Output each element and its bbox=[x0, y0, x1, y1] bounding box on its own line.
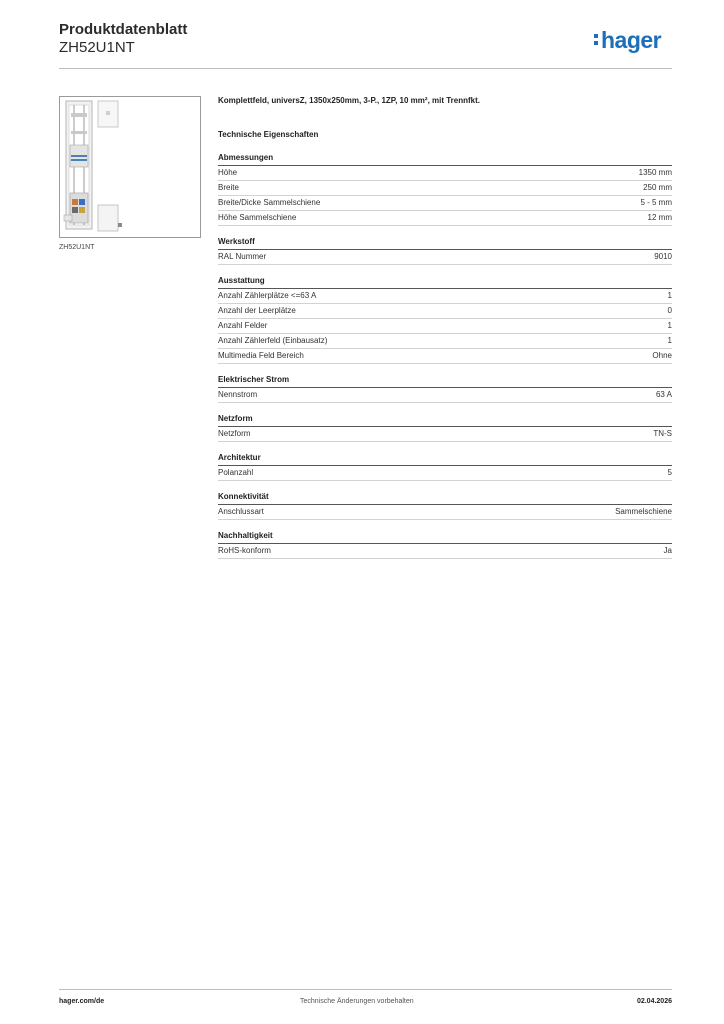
spec-row bbox=[218, 388, 672, 403]
footer-date: 02.04.2026 bbox=[636, 998, 672, 1005]
spec-section bbox=[218, 492, 672, 520]
spec-row bbox=[218, 544, 672, 559]
spec-value: 5 bbox=[667, 468, 672, 477]
spec-row bbox=[218, 181, 672, 196]
spec-value: 0 bbox=[667, 306, 672, 315]
section-title: Nachhaltigkeit bbox=[218, 531, 672, 544]
spec-row bbox=[218, 250, 672, 265]
spec-row bbox=[218, 319, 672, 334]
spec-row bbox=[218, 427, 672, 442]
spec-value: Sammelschiene bbox=[615, 507, 672, 516]
spec-row bbox=[218, 289, 672, 304]
spec-label: Anzahl Zählerplätze <=63 A bbox=[218, 291, 317, 300]
spec-value: 1350 mm bbox=[638, 168, 672, 177]
spec-label: Polanzahl bbox=[218, 468, 254, 477]
section-title: Elektrischer Strom bbox=[218, 375, 672, 388]
spec-label: Multimedia Feld Bereich bbox=[218, 351, 304, 360]
spec-value: Ja bbox=[663, 546, 672, 555]
footer-divider bbox=[59, 989, 672, 990]
spec-label: RoHS-konform bbox=[218, 546, 271, 555]
spec-label: Höhe Sammelschiene bbox=[218, 213, 297, 222]
spec-row bbox=[218, 334, 672, 349]
footer-notice: Technische Änderungen vorbehalten bbox=[300, 998, 414, 1005]
spec-label: Breite bbox=[218, 183, 239, 192]
product-image-frame bbox=[59, 96, 201, 238]
logo-text: hager bbox=[601, 27, 662, 53]
spec-label: Höhe bbox=[218, 168, 238, 177]
spec-label: Nennstrom bbox=[218, 390, 258, 399]
spec-section bbox=[218, 276, 672, 364]
section-title: Ausstattung bbox=[218, 276, 672, 289]
spec-row bbox=[218, 349, 672, 364]
spec-label: RAL Nummer bbox=[218, 252, 267, 261]
technical-properties-heading: Technische Eigenschaften bbox=[218, 130, 319, 139]
spec-row bbox=[218, 304, 672, 319]
product-code: ZH52U1NT bbox=[59, 39, 135, 56]
section-title: Abmessungen bbox=[218, 153, 672, 166]
spec-section bbox=[218, 531, 672, 559]
spec-section bbox=[218, 375, 672, 403]
spec-label: Breite/Dicke Sammelschiene bbox=[218, 198, 321, 207]
section-title: Konnektivität bbox=[218, 492, 672, 505]
product-description: Komplettfeld, universZ, 1350x250mm, 3-P., 1ZP, 10 mm², mit Trennfkt. bbox=[218, 96, 481, 105]
image-caption: ZH52U1NT bbox=[59, 244, 95, 251]
spec-label: Anschlussart bbox=[218, 507, 264, 516]
spec-row bbox=[218, 166, 672, 181]
spec-sections bbox=[218, 153, 672, 559]
spec-row bbox=[218, 466, 672, 481]
page-title: Produktdatenblatt bbox=[59, 21, 188, 38]
spec-row bbox=[218, 505, 672, 520]
spec-section bbox=[218, 153, 672, 226]
product-image bbox=[60, 97, 200, 237]
spec-value: 1 bbox=[667, 336, 672, 345]
spec-value: 1 bbox=[667, 291, 672, 300]
section-title: Netzform bbox=[218, 414, 672, 427]
spec-label: Anzahl Felder bbox=[218, 321, 268, 330]
spec-label: Anzahl der Leerplätze bbox=[218, 306, 296, 315]
spec-value: TN-S bbox=[653, 429, 672, 438]
hager-logo bbox=[594, 27, 661, 54]
spec-value: 5 - 5 mm bbox=[640, 198, 672, 207]
spec-row bbox=[218, 211, 672, 226]
spec-value: 9010 bbox=[654, 252, 672, 261]
spec-section bbox=[218, 453, 672, 481]
spec-row bbox=[218, 196, 672, 211]
spec-label: Netzform bbox=[218, 429, 251, 438]
spec-content bbox=[218, 96, 672, 559]
section-title: Architektur bbox=[218, 453, 672, 466]
spec-value: 1 bbox=[667, 321, 672, 330]
spec-value: 12 mm bbox=[647, 213, 672, 222]
header-divider bbox=[59, 68, 672, 69]
spec-value: 250 mm bbox=[643, 183, 672, 192]
footer-website[interactable]: hager.com/de bbox=[59, 998, 105, 1005]
spec-value: 63 A bbox=[655, 390, 672, 399]
spec-label: Anzahl Zählerfeld (Einbausatz) bbox=[218, 336, 328, 345]
section-title: Werkstoff bbox=[218, 237, 672, 250]
spec-section bbox=[218, 237, 672, 265]
spec-value: Ohne bbox=[652, 351, 672, 360]
spec-section bbox=[218, 414, 672, 442]
